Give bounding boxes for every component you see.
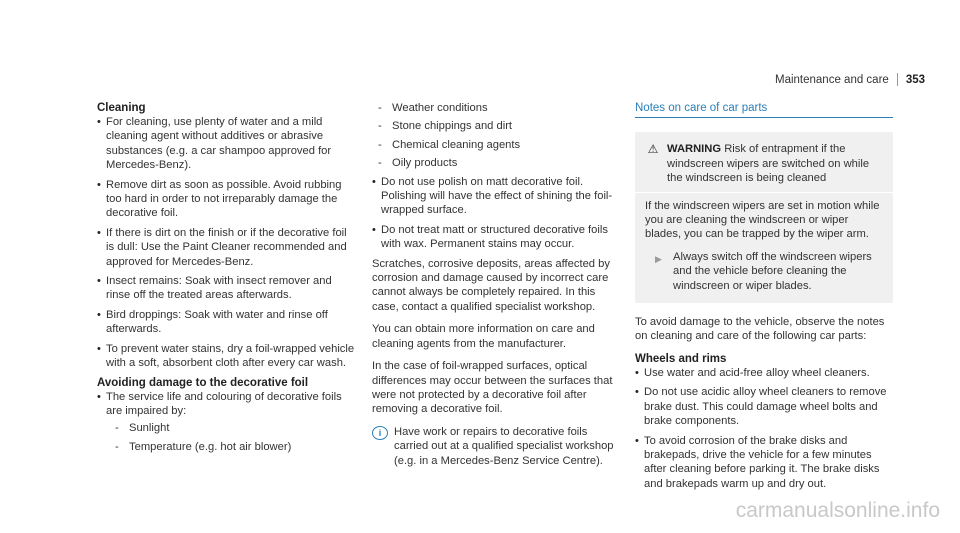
section-title: Maintenance and care bbox=[775, 73, 889, 86]
paragraph: In the case of foil-wrapped surfaces, optical differences may occur between the surfaces that were not protected by a decorative foil after removing a decorative foil. bbox=[372, 360, 613, 416]
list-item: • Use water and acid-free alloy wheel cleaners. bbox=[635, 366, 893, 380]
cleaning-heading: Cleaning bbox=[97, 102, 146, 114]
list-item: • For cleaning, use plenty of water and a mild cleaning agent without additives or abrasive substances (e.g. a car shampoo approved for Mercedes-Benz). bbox=[97, 115, 355, 173]
warning-action-text: Always switch off the windscreen wipers and the vehicle before cleaning the windscreen or wiper blades. bbox=[673, 250, 872, 292]
impair-factors-continued bbox=[372, 101, 624, 171]
foil-care-list bbox=[372, 175, 624, 252]
list-item: • Do not use polish on matt decorative foil. Polishing will have the effect of shining the foil-wrapped surface. bbox=[372, 175, 624, 218]
info-icon: i bbox=[372, 426, 388, 440]
column-right bbox=[635, 101, 893, 496]
warning-header bbox=[645, 142, 883, 185]
warning-body: If the windscreen wipers are set in motion while you are cleaning the windscreen or wiper blades, you can be trapped by the wiper arm. bbox=[645, 199, 880, 241]
page-number: 353 bbox=[905, 73, 925, 86]
dash-item: - Oily products bbox=[378, 156, 624, 170]
list-item: • Do not treat matt or structured decorative foils with wax. Permanent stains may occur. bbox=[372, 223, 624, 252]
dash-item: - Stone chippings and dirt bbox=[378, 119, 624, 133]
warning-label: WARNING bbox=[667, 143, 722, 156]
list-item: • Do not use acidic alloy wheel cleaners to remove brake dust. This could damage wheel bolts and brake components. bbox=[635, 385, 893, 428]
dash-item: - Temperature (e.g. hot air blower) bbox=[115, 440, 355, 454]
paragraph: You can obtain more information on care and cleaning agents from the manufacturer. bbox=[372, 323, 595, 350]
header-divider bbox=[897, 73, 898, 86]
list-item: • Bird droppings: Soak with water and rinse off afterwards. bbox=[97, 308, 355, 337]
list-item-text: The service life and colouring of decorative foils are impaired by: bbox=[106, 390, 342, 417]
notes-heading: Notes on care of car parts bbox=[635, 101, 893, 118]
avoid-damage-list bbox=[97, 390, 355, 455]
play-arrow-icon: ▶ bbox=[655, 253, 662, 264]
dash-item: - Chemical cleaning agents bbox=[378, 138, 624, 152]
warning-action bbox=[645, 250, 883, 293]
warning-risk-text: Risk of entrapment if the windscreen wipers are switched on while the windscreen is being cleaned bbox=[667, 143, 870, 185]
watermark: carmanualsonline.info bbox=[735, 499, 940, 522]
list-item: • To avoid corrosion of the brake disks and brakepads, drive the vehicle for a few minutes after cleaning before parking it. The brake disks and brakepads warm up and dry out. bbox=[635, 434, 893, 492]
wheels-list bbox=[635, 366, 893, 491]
list-item bbox=[97, 390, 355, 455]
dash-item: - Weather conditions bbox=[378, 101, 624, 115]
cleaning-list bbox=[97, 115, 355, 371]
impair-factors-list bbox=[106, 421, 355, 454]
page-header bbox=[775, 73, 925, 86]
list-item: • Insect remains: Soak with insect remover and rinse off the treated areas afterwards. bbox=[97, 274, 355, 303]
warning-box bbox=[635, 132, 893, 303]
paragraph: Scratches, corrosive deposits, areas affected by corrosion and damage caused by incorrect care cannot always be completely repaired. In this case, contact a qualified specialist workshop. bbox=[372, 257, 610, 313]
info-note bbox=[372, 425, 624, 468]
wheels-heading: Wheels and rims bbox=[635, 352, 727, 365]
list-item: • To prevent water stains, dry a foil-wrapped vehicle with a soft, absorbent cloth after every car wash. bbox=[97, 342, 355, 371]
avoid-damage-heading: Avoiding damage to the decorative foil bbox=[97, 376, 309, 389]
list-item: • Remove dirt as soon as possible. Avoid rubbing too hard in order to not irreparably damage the decorative foil. bbox=[97, 178, 355, 221]
column-middle bbox=[372, 101, 624, 468]
column-left bbox=[97, 101, 355, 459]
warning-triangle-icon: ⚠ bbox=[647, 142, 659, 157]
paragraph: To avoid damage to the vehicle, observe the notes on cleaning and care of the following car parts: bbox=[635, 316, 885, 343]
list-item: • If there is dirt on the finish or if the decorative foil is dull: Use the Paint Cleaner recommended and approved for Mercedes-Benz. bbox=[97, 226, 355, 269]
info-note-text: Have work or repairs to decorative foils carried out at a qualified specialist workshop (e.g. in a Mercedes-Benz Service Centre). bbox=[394, 425, 614, 467]
warning-summary bbox=[667, 142, 883, 185]
dash-item: - Sunlight bbox=[115, 421, 355, 435]
warning-divider bbox=[635, 192, 893, 193]
